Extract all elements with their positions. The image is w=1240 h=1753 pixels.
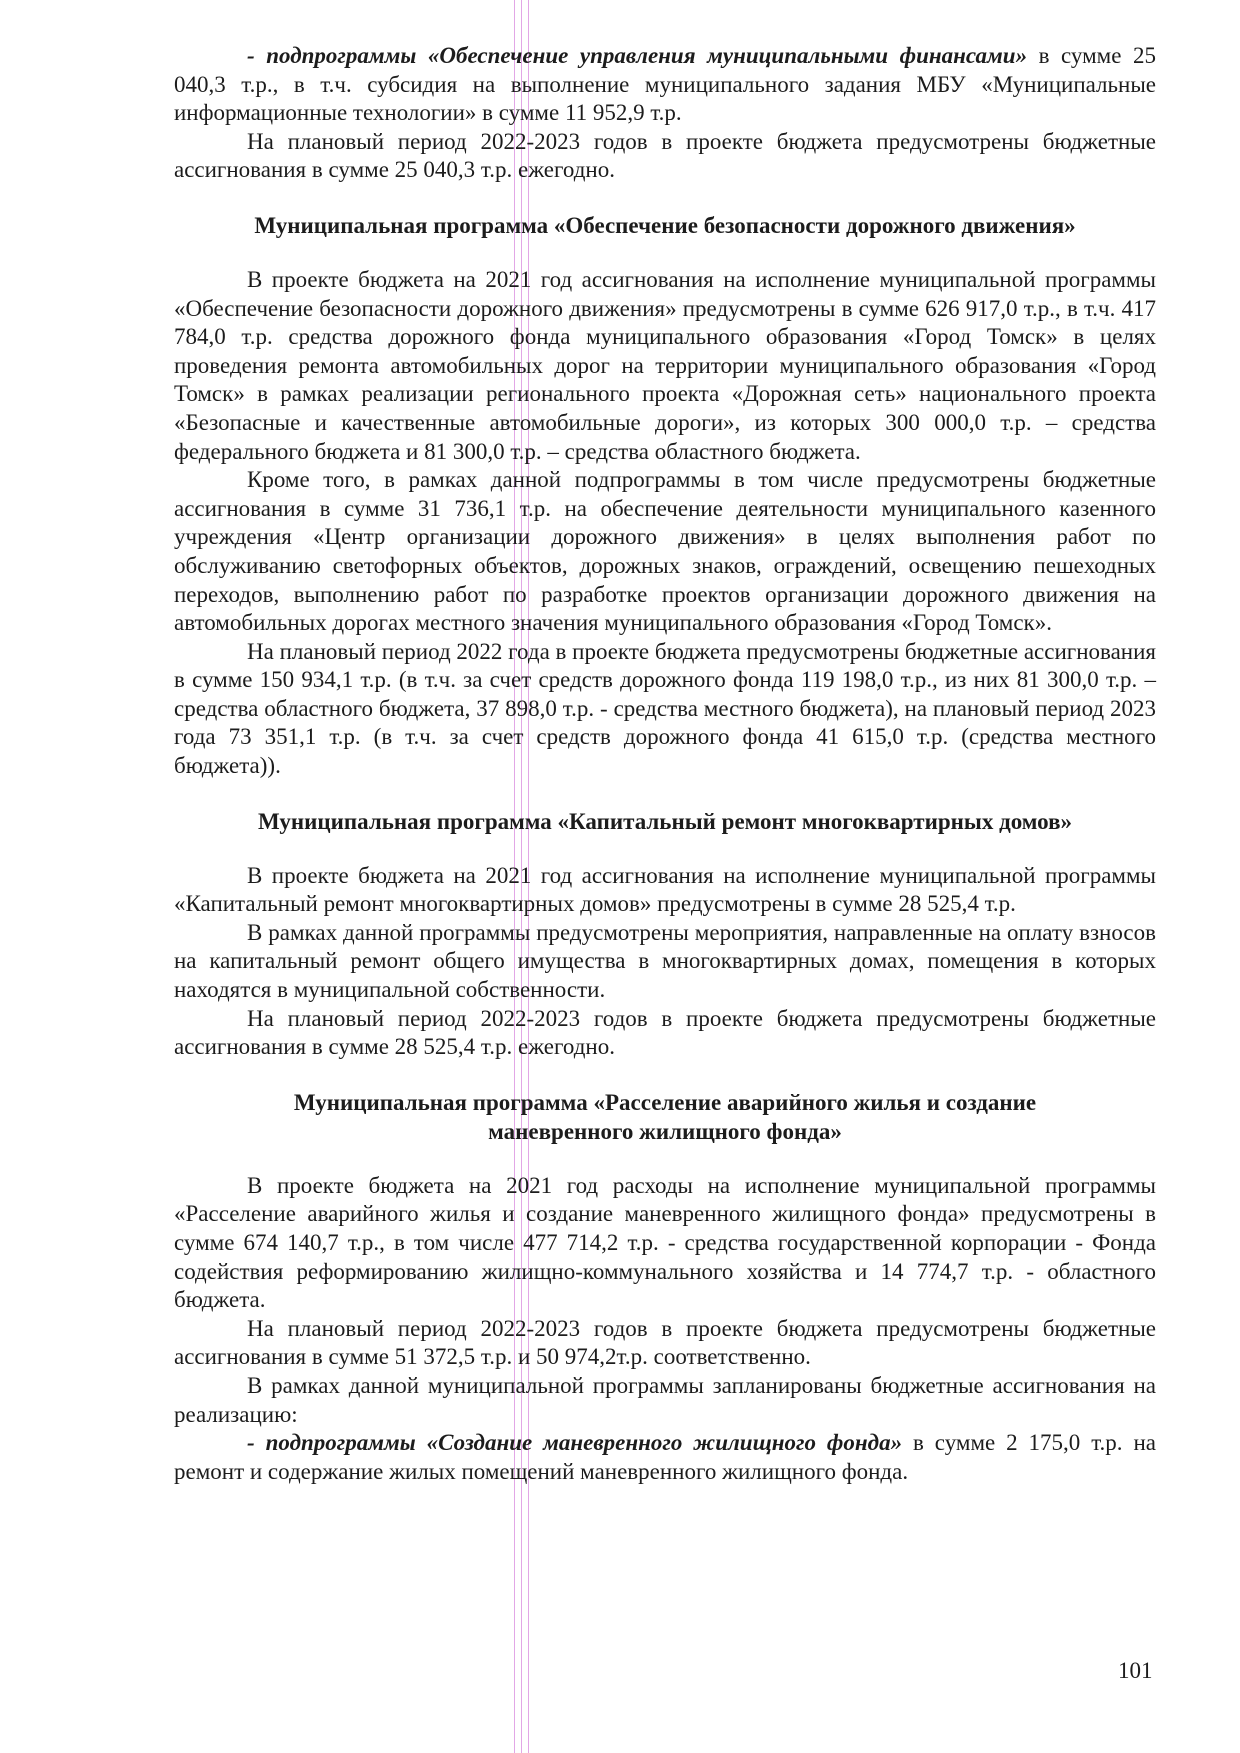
paragraph: На плановый период 2022-2023 годов в проекте бюджета предусмотрены бюджетные ассигнования в сумме 25 040,3 т.р. ежегодно. bbox=[174, 128, 1156, 183]
paragraph: На плановый период 2022 года в проекте бюджета предусмотрены бюджетные ассигнования в сумме 150 934,1 т.р. (в т.ч. за счет средств дорожного фонда 119 198,0 т.р., из них 81 300,0 т.р. – средства областного бюджета, 37 898,0 т.р. - средства местного бюджета), на плановый период 2023 года 73 351,1 т.р. (в т.ч. за счет средств дорожного фонда 41 615,0 т.р. (средства местного бюджета)). bbox=[174, 638, 1156, 779]
document-body bbox=[174, 42, 1156, 1486]
subprogram-title: подпрограммы «Создание маневренного жилищного фонда» bbox=[265, 1430, 903, 1456]
resettlement-subprogram-paragraph bbox=[174, 1429, 1156, 1486]
subprogram-prefix: - bbox=[247, 1430, 266, 1456]
heading-line: маневренного жилищного фонда» bbox=[488, 1118, 842, 1144]
subprogram-title: подпрограммы «Обеспечение управления муниципальными финансами» bbox=[266, 43, 1028, 68]
paragraph: На плановый период 2022-2023 годов в проекте бюджета предусмотрены бюджетные ассигнования в сумме 28 525,4 т.р. ежегодно. bbox=[174, 1005, 1156, 1060]
section-heading-capital-repair: Муниципальная программа «Капитальный ремонт многоквартирных домов» bbox=[257, 808, 1073, 834]
paragraph: Кроме того, в рамках данной подпрограммы в том числе предусмотрены бюджетные ассигнования в сумме 31 736,1 т.р. на обеспечение деятельности муниципального казенного учреждения «Центр организации дорожного движения» в целях выполнения работ по обслуживанию светофорных объектов, дорожных знаков, ограждений, освещению пешеходных переходов, выполнению работ по разработке проектов организации дорожного движения на автомобильных дорогах местного значения муниципального образования «Город Томск». bbox=[174, 467, 1156, 636]
heading-line: Муниципальная программа «Расселение аварийного жилья и создание bbox=[293, 1089, 1037, 1115]
section-heading-road-safety: Муниципальная программа «Обеспечение безопасности дорожного движения» bbox=[254, 212, 1076, 238]
paragraph: В проекте бюджета на 2021 год ассигнования на исполнение муниципальной программы «Капитальный ремонт многоквартирных домов» предусмотрены в сумме 28 525,4 т.р. bbox=[174, 862, 1156, 917]
paragraph: В рамках данной программы предусмотрены мероприятия, направленные на оплату взносов на капитальный ремонт общего имущества в многоквартирных домах, помещения в которых находятся в муниципальной собственности. bbox=[174, 919, 1156, 1003]
section-heading-resettlement bbox=[174, 1088, 1156, 1146]
subprogram-prefix: - bbox=[247, 43, 267, 68]
paragraph: В проекте бюджета на 2021 год расходы на исполнение муниципальной программы «Расселение аварийного жилья и создание маневренного жилищного фонда» предусмотрены в сумме 674 140,7 т.р., в том числе 477 714,2 т.р. - средства государственной корпорации - Фонда содействия реформированию жилищно-коммунального хозяйства и 14 774,7 т.р. - областного бюджета. bbox=[174, 1172, 1156, 1313]
paragraph: В проекте бюджета на 2021 год ассигнования на исполнение муниципальной программы «Обеспечение безопасности дорожного движения» предусмотрены в сумме 626 917,0 т.р., в т.ч. 417 784,0 т.р. средства дорожного фонда муниципального образования «Город Томск» в целях проведения ремонта автомобильных дорог на территории муниципального образования «Город Томск» в рамках реализации регионального проекта «Дорожная сеть» национального проекта «Безопасные и качественные автомобильные дороги», из которых 300 000,0 т.р. – средства федерального бюджета и 81 300,0 т.р. – средства областного бюджета. bbox=[174, 266, 1156, 464]
page-number: 101 bbox=[1118, 1658, 1153, 1683]
finance-subprogram-paragraph bbox=[174, 42, 1156, 128]
paragraph-text: в сумме 25 040,3 т.р., в т.ч. субсидия на выполнение муниципального задания МБУ «Муниципальные информационные технологии» в сумме 11 952,9 т.р. bbox=[174, 43, 1156, 126]
paragraph-text: в сумме 2 175,0 т.р. на ремонт и содержание жилых помещений маневренного жилищного фонда. bbox=[174, 1430, 1156, 1484]
paragraph: На плановый период 2022-2023 годов в проекте бюджета предусмотрены бюджетные ассигнования в сумме 51 372,5 т.р. и 50 974,2т.р. соответственно. bbox=[174, 1315, 1156, 1370]
paragraph: В рамках данной муниципальной программы запланированы бюджетные ассигнования на реализацию: bbox=[174, 1372, 1156, 1427]
